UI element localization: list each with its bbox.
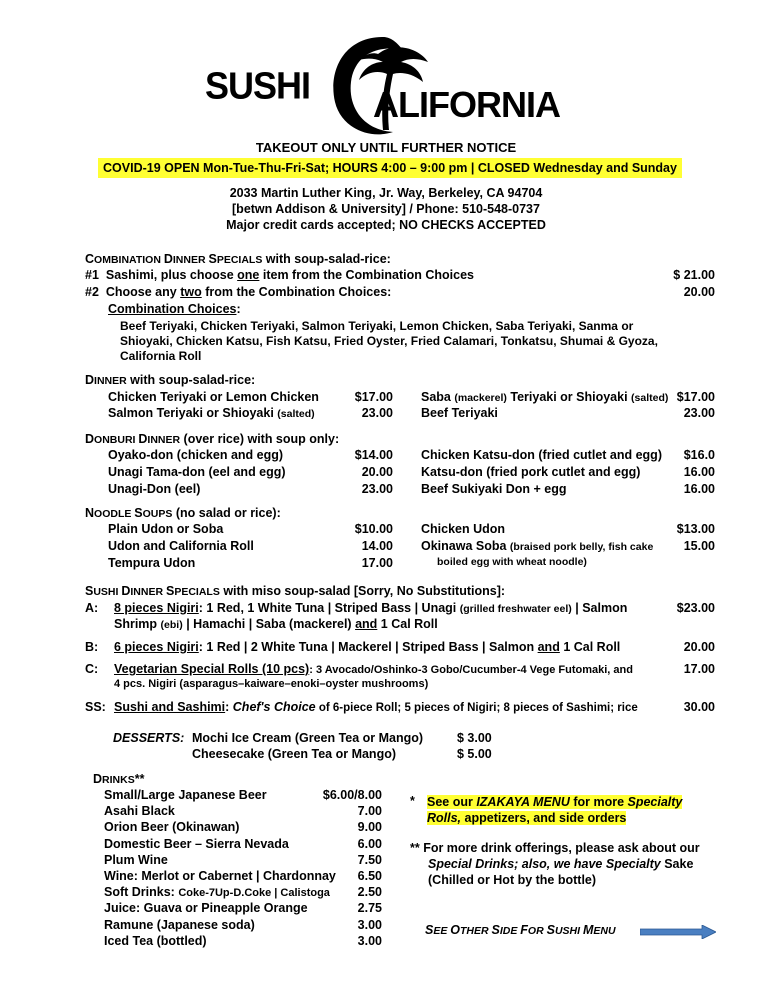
menu-item: Udon and California Roll — [108, 539, 254, 553]
menu-item: Unagi-Don (eel) — [108, 482, 201, 496]
menu-item: Katsu-don (fried pork cutlet and egg) — [421, 465, 641, 479]
drink-item: Small/Large Japanese Beer — [104, 788, 267, 802]
drink-item: Plum Wine — [104, 852, 168, 867]
menu-item: Chicken Udon — [421, 522, 506, 536]
section-sushi-title: SUSHI DINNER SPECIALS with miso soup-salad [Sorry, No Substitutions]: — [85, 584, 506, 598]
combo-choices-title: Combination Choices: — [108, 302, 241, 316]
menu-item: Tempura Udon — [108, 556, 196, 570]
izakaya-note: See our IZAKAYA MENU for more Specialty Rolls, appetizers, and side orders — [427, 795, 683, 825]
menu-item-price: $14.00 — [354, 448, 393, 462]
menu-item-price: 30.00 — [683, 700, 715, 714]
takeout-notice: TAKEOUT ONLY UNTIL FURTHER NOTICE — [255, 140, 517, 155]
arrow-right-icon — [640, 925, 716, 939]
drink-item-price: 9.00 — [357, 820, 382, 835]
drinks-note: ** For more drink offerings, please ask about our Special Drinks; also, we have Specialty Sake (Chilled or Hot by the bottle) — [410, 841, 700, 887]
sushi-special-c-line2: 4 pcs. Nigiri (asparagus–kaiware–enoki–oyster mushrooms) — [114, 678, 429, 690]
logo-word-sushi: SUSHI — [205, 63, 311, 107]
drink-item: Orion Beer (Okinawan) — [104, 820, 240, 835]
menu-item-price: 15.00 — [683, 539, 715, 553]
sushi-special-ss: Sushi and Sashimi: Chef's Choice of 6-piece Roll; 5 pieces of Nigiri; 8 pieces of Sashimi; rice — [114, 700, 638, 714]
drink-item-price: $6.00/8.00 — [322, 788, 382, 802]
logo-word-california: ALIFORNIA — [373, 84, 560, 125]
dessert-item-price: $ 5.00 — [457, 747, 492, 761]
menu-item-price: 20.00 — [683, 640, 715, 654]
menu-item: Beef Teriyaki — [421, 406, 498, 420]
drink-item-price: 6.50 — [357, 869, 382, 883]
section-dinner-title: DINNER with soup-salad-rice: — [85, 373, 256, 387]
menu-item: Plain Udon or Soba — [108, 522, 224, 536]
payment-info: Major credit cards accepted; NO CHECKS ACCEPTED — [226, 218, 546, 232]
menu-item-price: 23.00 — [361, 482, 393, 496]
address: 2033 Martin Luther King, Jr. Way, Berkeley, CA 94704 — [229, 186, 543, 200]
menu-item: Chicken Teriyaki or Lemon Chicken — [108, 390, 319, 404]
menu-item-price: 14.00 — [361, 539, 393, 553]
menu-item-price: $23.00 — [676, 601, 715, 615]
drink-item-price: 3.00 — [357, 917, 382, 932]
menu-item-price: $16.0 — [683, 448, 715, 462]
menu-item-price: $13.00 — [676, 522, 715, 536]
section-donburi-title: DONBURI DINNER (over rice) with soup only: — [85, 432, 340, 446]
hours-banner: COVID-19 OPEN Mon-Tue-Thu-Fri-Sat; HOURS 4:00 – 9:00 pm | CLOSED Wednesday and Sunday — [98, 158, 682, 178]
sushi-special-b: 6 pieces Nigiri: 1 Red | 2 White Tuna | Mackerel | Striped Bass | Salmon and 1 Cal Roll — [114, 640, 621, 654]
see-other-side: SEE OTHER SIDE FOR SUSHI MENU — [425, 923, 616, 937]
sushi-special-ss-label: SS: — [85, 700, 106, 714]
drink-item: Domestic Beer – Sierra Nevada — [104, 836, 289, 851]
drink-item: Asahi Black — [104, 804, 175, 819]
drink-item-price: 6.00 — [357, 836, 382, 851]
menu-item-price: 17.00 — [683, 662, 715, 676]
dessert-item: Cheesecake (Green Tea or Mango) — [192, 747, 397, 761]
logo — [205, 32, 565, 142]
section-noodle-title: NOODLE SOUPS (no salad or rice): — [85, 506, 281, 520]
sushi-special-b-label: B: — [85, 640, 99, 654]
combo-item-2-price: 20.00 — [683, 285, 715, 299]
menu-item-price: 23.00 — [361, 406, 393, 420]
menu-item-price: 17.00 — [361, 556, 393, 570]
drink-item-price: 2.50 — [357, 885, 382, 900]
menu-item: Unagi Tama-don (eel and egg) — [108, 465, 286, 479]
menu-item-note: boiled egg with wheat noodle) — [437, 556, 587, 568]
menu-item: Oyako-don (chicken and egg) — [108, 448, 284, 462]
dessert-item-price: $ 3.00 — [457, 731, 492, 745]
menu-item-price: $17.00 — [676, 390, 715, 404]
drink-item-price: 7.00 — [357, 804, 382, 819]
combo-item-1: #1 Sashimi, plus choose one item from the Combination Choices — [85, 268, 474, 282]
drink-item: Soft Drinks: Coke-7Up-D.Coke | Calistoga — [104, 885, 330, 900]
phone: [betwn Addison & University] / Phone: 510-548-0737 — [232, 202, 540, 216]
menu-item: Saba (mackerel) Teriyaki or Shioyaki (salted) — [421, 390, 669, 404]
menu-item-price: 16.00 — [683, 482, 715, 496]
sushi-special-a-label: A: — [85, 601, 99, 615]
menu-item: Chicken Katsu-don (fried cutlet and egg) — [421, 448, 662, 462]
menu-item-price: $17.00 — [354, 390, 393, 404]
menu-item-price: 16.00 — [683, 465, 715, 479]
dessert-item: Mochi Ice Cream (Green Tea or Mango) — [192, 731, 424, 745]
menu-item: Beef Sukiyaki Don + egg — [421, 482, 567, 496]
desserts-label: DESSERTS: — [113, 731, 185, 745]
combo-item-2: #2 Choose any two from the Combination Choices: — [85, 285, 392, 299]
drink-item: Wine: Merlot or Cabernet | Chardonnay — [104, 869, 336, 883]
menu-item: Salmon Teriyaki or Shioyaki (salted) — [108, 406, 315, 420]
note-star: * — [410, 794, 415, 808]
drink-item: Iced Tea (bottled) — [104, 933, 207, 948]
menu-item-price: 23.00 — [683, 406, 715, 420]
drink-item-price: 2.75 — [357, 901, 382, 916]
combo-item-1-price: $ 21.00 — [673, 268, 715, 282]
sushi-special-a: 8 pieces Nigiri: 1 Red, 1 White Tuna | Striped Bass | Unagi (grilled freshwater eel) | Salmon — [114, 601, 628, 615]
section-combination-title: COMBINATION DINNER SPECIALS with soup-salad-rice: — [85, 252, 391, 266]
menu-item-price: $10.00 — [354, 522, 393, 536]
drink-item-price: 7.50 — [357, 852, 382, 867]
sushi-special-c-label: C: — [85, 662, 99, 676]
section-drinks-title: DRINKS** — [93, 772, 145, 786]
sushi-special-a-line2: Shrimp (ebi) | Hamachi | Saba (mackerel) and 1 Cal Roll — [114, 617, 438, 631]
drink-item-price: 3.00 — [357, 933, 382, 948]
menu-item-price: 20.00 — [361, 465, 393, 479]
combo-choices-list: Beef Teriyaki, Chicken Teriyaki, Salmon Teriyaki, Lemon Chicken, Saba Teriyaki, Sanma or Shioyaki, Chicken Katsu, Fish Katsu, Fried Oyster, Fried Calamari, Tonkatsu, Shumai & Gyoza, California Roll — [120, 319, 658, 363]
sushi-special-c: Vegetarian Special Rolls (10 pcs): 3 Avocado/Oshinko-3 Gobo/Cucumber-4 Vege Futomaki, and — [114, 662, 633, 676]
drink-item: Ramune (Japanese soda) — [104, 917, 255, 932]
drink-item: Juice: Guava or Pineapple Orange — [104, 901, 308, 916]
menu-item: Okinawa Soba (braised pork belly, fish cake — [421, 539, 654, 553]
